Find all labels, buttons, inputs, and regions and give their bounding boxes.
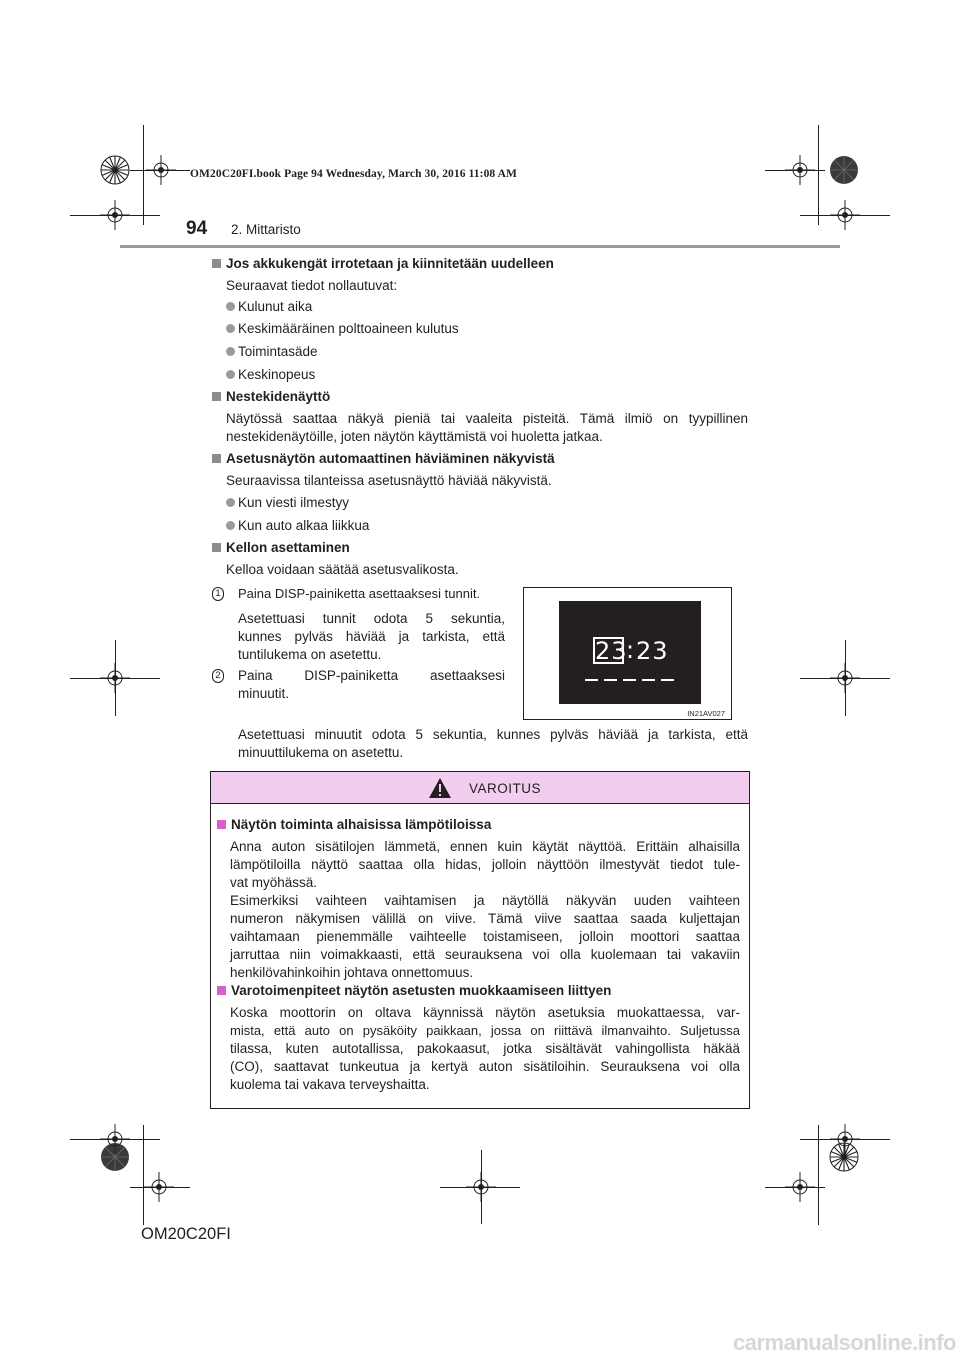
file-header: OM20C20FI.book Page 94 Wednesday, March 30, 2016 11:08 AM <box>190 168 517 180</box>
crop-line <box>130 170 190 171</box>
crop-line <box>130 1187 190 1188</box>
footer-code: OM20C20FI <box>141 1225 231 1243</box>
crop-line <box>143 1125 144 1225</box>
round-bullet-icon <box>226 302 235 311</box>
watermark: carmanualsonline.info <box>733 1330 956 1355</box>
registration-disc-icon <box>829 155 859 185</box>
warning-header <box>211 772 749 804</box>
crop-line <box>765 1187 825 1188</box>
lcd-text: Näytössä saattaa näkyä pieniä tai vaaleita pisteitä. Tämä ilmiö on tyypillinen nestekidenäytöille, joten näytön käyttämistä voi huoletta jatkaa. <box>226 411 748 444</box>
warning-box <box>210 771 750 1109</box>
crop-line <box>481 1150 482 1224</box>
crop-line <box>765 170 825 171</box>
battery-intro: Seuraavat tiedot nollautuvat: <box>226 278 398 293</box>
square-bullet-icon <box>217 986 226 995</box>
progress-dash <box>661 679 674 681</box>
warning-title: VAROITUS <box>469 781 542 796</box>
crop-line <box>800 215 890 216</box>
step-number-2: 2 <box>212 669 224 683</box>
warning-text-low-temp: Anna auton sisätilojen lämmetä, ennen kuin käytät näyttöä. Erittäin alhaisilla lämpötiloilla näyttö saattaa olla hidas, jolloin näyttöön ilmestyvät tiedot tule- vat myöhässä. Esimerkiksi vaihteen vaihtamisen ja näytöllä näkyvän uuden vaihteen numeron näkymisen välillä on viive. Tämä viive saattaa saada kuljettajan vaihtamaan pienemmälle vaihteelle toistamiseen, jolloin moottori saattaa jarruttaa niin voimakkaasti, että seurauksena voi olla kuolemaan tai vakaviin henkilövahinkoihin johtava onnettomuus. <box>230 839 740 980</box>
round-bullet-icon <box>226 347 235 356</box>
crop-line <box>440 1187 520 1188</box>
list-item: Toimintasäde <box>226 343 318 361</box>
crop-line <box>818 1125 819 1225</box>
list-item: Keskinopeus <box>226 366 315 384</box>
list-item: Keskimääräinen polttoaineen kulutus <box>226 320 459 338</box>
crop-line <box>143 125 144 225</box>
figure-code: IN21AV027 <box>687 709 725 718</box>
step-2-text: Paina DISP-painiketta asettaaksesi minuutit. <box>238 668 505 701</box>
progress-dash <box>585 679 598 681</box>
minutes-digits: 23 <box>636 637 669 665</box>
square-bullet-icon <box>212 259 221 268</box>
warning-text-settings: Koska moottorin on oltava käynnissä näytön asetuksia muokattaessa, var- mista, että auto on pysäköity paikkaan, jossa on riittävä ilmanvaihto. Suljetussa tilassa, kuten autotallissa, pakokaasut, jotka sisältävät vahingollista häkää (CO), saattavat tunkeutua ja kertyä auton sisätiloihin. Seurauksena voi olla kuolema tai vakava terveyshaitta. <box>230 1005 740 1092</box>
round-bullet-icon <box>226 521 235 530</box>
warning-heading-low-temp: Näytön toiminta alhaisissa lämpötiloissa <box>217 816 491 834</box>
section-heading-auto-hide: Asetusnäytön automaattinen häviäminen näkyvistä <box>212 450 555 468</box>
time-separator: : <box>626 636 636 664</box>
square-bullet-icon <box>217 820 226 829</box>
auto-hide-intro: Seuraavissa tilanteissa asetusnäyttö häviää näkyvistä. <box>226 473 552 488</box>
crop-line <box>818 125 819 225</box>
chapter-title: 2. Mittaristo <box>231 222 301 237</box>
section-heading-battery: Jos akkukengät irrotetaan ja kiinnitetään uudelleen <box>212 255 554 273</box>
progress-dash <box>623 679 636 681</box>
list-item: Kulunut aika <box>226 298 312 316</box>
square-bullet-icon <box>212 543 221 552</box>
hours-digits: 23 <box>595 637 628 665</box>
warning-heading-settings: Varotoimenpiteet näytön asetusten muokkaamiseen liittyen <box>217 982 611 1000</box>
progress-dash <box>604 679 617 681</box>
square-bullet-icon <box>212 454 221 463</box>
warning-triangle-icon <box>428 777 452 799</box>
header-rule <box>120 245 840 248</box>
crop-line <box>70 215 160 216</box>
square-bullet-icon <box>212 392 221 401</box>
section-heading-lcd: Nestekidenäyttö <box>212 388 330 406</box>
crop-line <box>845 640 846 716</box>
clock-intro: Kelloa voidaan säätää asetusvalikosta. <box>226 562 459 577</box>
step-1-text: Paina DISP-painiketta asettaaksesi tunnit. <box>238 586 481 601</box>
round-bullet-icon <box>226 370 235 379</box>
list-item: Kun viesti ilmestyy <box>226 494 349 512</box>
clock-display-figure <box>523 587 732 720</box>
section-heading-clock: Kellon asettaminen <box>212 539 350 557</box>
step-2-note: Asetettuasi minuutit odota 5 sekuntia, kunnes pylväs häviää ja tarkista, että minuuttilukema on asetettu. <box>238 727 748 760</box>
round-bullet-icon <box>226 498 235 507</box>
step-number-1: 1 <box>212 587 224 601</box>
step-1-note: Asetettuasi tunnit odota 5 sekuntia, kunnes pylväs häviää ja tarkista, että tuntilukema on asetettu. <box>238 611 505 662</box>
list-item: Kun auto alkaa liikkua <box>226 517 369 535</box>
round-bullet-icon <box>226 324 235 333</box>
page-number: 94 <box>186 218 208 239</box>
crop-line <box>70 1139 160 1140</box>
crop-line <box>115 640 116 716</box>
display-screen <box>559 601 701 704</box>
registration-sunburst-icon <box>100 155 130 185</box>
progress-dash <box>642 679 655 681</box>
crop-line <box>800 1139 890 1140</box>
